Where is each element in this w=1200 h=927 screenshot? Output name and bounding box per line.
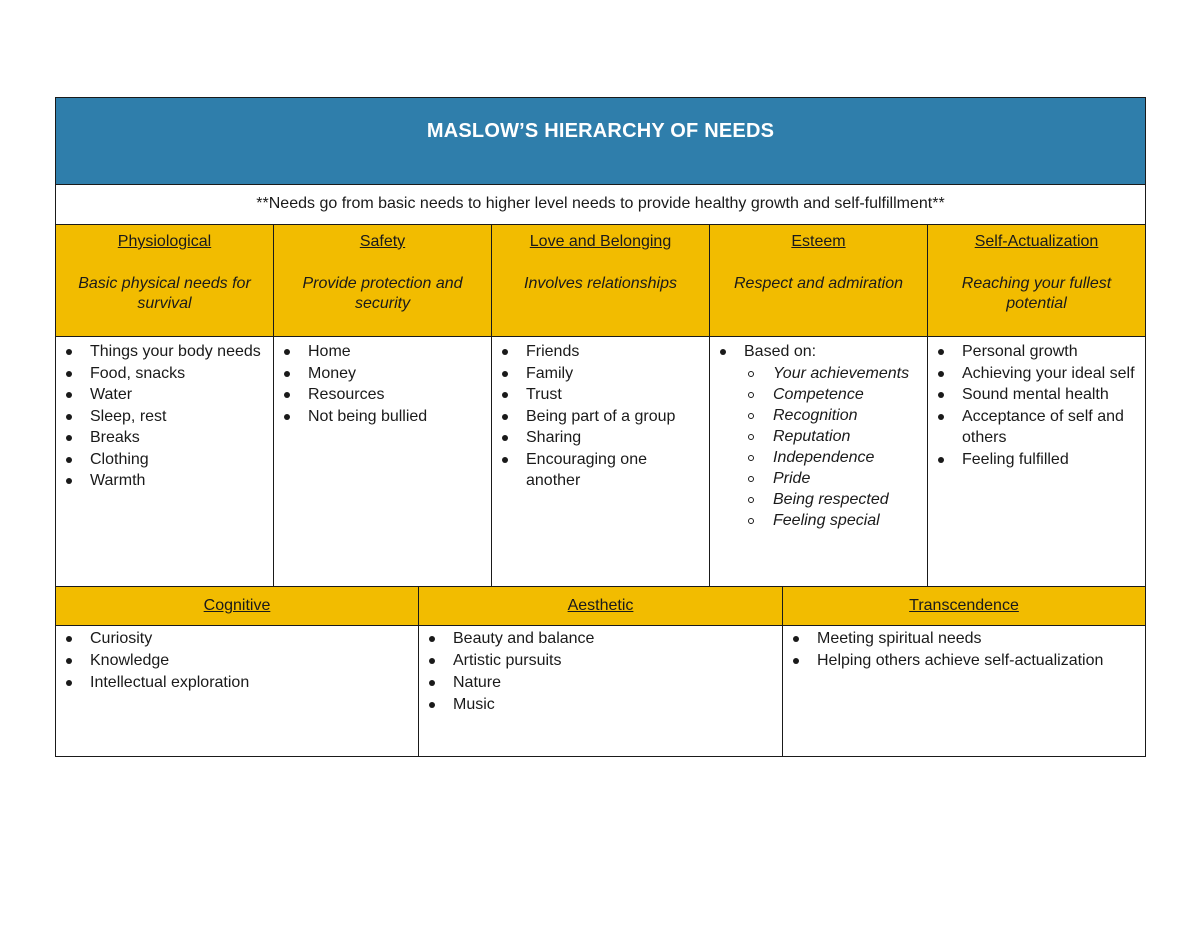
bullet-list bbox=[718, 341, 923, 531]
subtitle: **Needs go from basic needs to higher level needs to provide healthy growth and self-fulfillment** bbox=[56, 185, 1145, 225]
body-transcendence bbox=[783, 626, 1145, 756]
sub-list-item: Recognition bbox=[744, 405, 923, 426]
level-description: Reaching your fullest potential bbox=[961, 275, 1112, 312]
list-item: Breaks bbox=[64, 427, 269, 449]
bullet-list bbox=[791, 628, 1141, 672]
header-aesthetic bbox=[419, 587, 783, 626]
list-item: Not being bullied bbox=[282, 406, 487, 428]
body-esteem bbox=[710, 337, 928, 587]
list-item: Sound mental health bbox=[936, 384, 1141, 406]
list-item: Nature bbox=[427, 672, 778, 694]
header-transcendence bbox=[783, 587, 1145, 626]
bullet-list bbox=[427, 628, 778, 716]
title-bar bbox=[56, 98, 1145, 185]
list-item: Acceptance of self and others bbox=[936, 406, 1141, 449]
header-self-actualization bbox=[928, 225, 1145, 337]
bullet-list bbox=[282, 341, 487, 427]
list-item: Family bbox=[500, 363, 705, 385]
needs-table bbox=[55, 97, 1146, 757]
page-title: MASLOW’S HIERARCHY OF NEEDS bbox=[426, 120, 775, 142]
list-item: Warmth bbox=[64, 470, 269, 492]
list-item bbox=[718, 341, 923, 531]
list-item: Sharing bbox=[500, 427, 705, 449]
list-item: Music bbox=[427, 694, 778, 716]
body-love-belonging bbox=[492, 337, 710, 587]
sub-list-item: Reputation bbox=[744, 426, 923, 447]
list-item: Helping others achieve self-actualization bbox=[791, 650, 1141, 672]
list-item: Food, snacks bbox=[64, 363, 269, 385]
level-title: Aesthetic bbox=[567, 597, 634, 614]
list-item: Things your body needs bbox=[64, 341, 269, 363]
header-esteem bbox=[710, 225, 928, 337]
bullet-list bbox=[64, 628, 414, 694]
sub-list-item: Competence bbox=[744, 384, 923, 405]
level-bodies bbox=[56, 337, 1145, 587]
level-title: Love and Belonging bbox=[529, 233, 672, 250]
list-item: Intellectual exploration bbox=[64, 672, 414, 694]
list-item: Artistic pursuits bbox=[427, 650, 778, 672]
bullet-list bbox=[64, 341, 269, 492]
level-title: Transcendence bbox=[909, 597, 1019, 614]
body-self-actualization bbox=[928, 337, 1145, 587]
list-item: Clothing bbox=[64, 449, 269, 471]
list-item-label: Based on: bbox=[744, 343, 817, 360]
level-description: Respect and admiration bbox=[734, 275, 903, 292]
level-description: Provide protection and security bbox=[302, 275, 463, 312]
list-item: Meeting spiritual needs bbox=[791, 628, 1141, 650]
level-title: Esteem bbox=[791, 233, 846, 250]
bullet-list bbox=[936, 341, 1141, 470]
sub-list-item: Your achievements bbox=[744, 363, 923, 384]
list-item: Feeling fulfilled bbox=[936, 449, 1141, 471]
list-item: Water bbox=[64, 384, 269, 406]
level-description: Involves relationships bbox=[524, 275, 677, 292]
body-physiological bbox=[56, 337, 274, 587]
sub-list-item: Pride bbox=[744, 468, 923, 489]
list-item: Knowledge bbox=[64, 650, 414, 672]
sub-list-item: Being respected bbox=[744, 489, 923, 510]
level-title: Safety bbox=[359, 233, 406, 250]
body-safety bbox=[274, 337, 492, 587]
sub-list bbox=[744, 363, 923, 531]
list-item: Being part of a group bbox=[500, 406, 705, 428]
bullet-list bbox=[500, 341, 705, 492]
level-description: Basic physical needs for survival bbox=[78, 275, 251, 312]
list-item: Resources bbox=[282, 384, 487, 406]
list-item: Achieving your ideal self bbox=[936, 363, 1141, 385]
level-title: Self-Actualization bbox=[974, 233, 1099, 250]
header-safety bbox=[274, 225, 492, 337]
list-item: Trust bbox=[500, 384, 705, 406]
list-item: Sleep, rest bbox=[64, 406, 269, 428]
level-title: Cognitive bbox=[203, 597, 271, 614]
header-love-belonging bbox=[492, 225, 710, 337]
list-item: Beauty and balance bbox=[427, 628, 778, 650]
higher-bodies bbox=[56, 626, 1145, 756]
list-item: Personal growth bbox=[936, 341, 1141, 363]
higher-headers bbox=[56, 587, 1145, 626]
list-item: Curiosity bbox=[64, 628, 414, 650]
list-item: Money bbox=[282, 363, 487, 385]
sub-list-item: Feeling special bbox=[744, 510, 923, 531]
level-title: Physiological bbox=[117, 233, 212, 250]
body-aesthetic bbox=[419, 626, 783, 756]
sub-list-item: Independence bbox=[744, 447, 923, 468]
list-item: Friends bbox=[500, 341, 705, 363]
list-item: Home bbox=[282, 341, 487, 363]
header-physiological bbox=[56, 225, 274, 337]
header-cognitive bbox=[56, 587, 419, 626]
list-item: Encouraging one another bbox=[500, 449, 705, 492]
body-cognitive bbox=[56, 626, 419, 756]
level-headers bbox=[56, 225, 1145, 337]
